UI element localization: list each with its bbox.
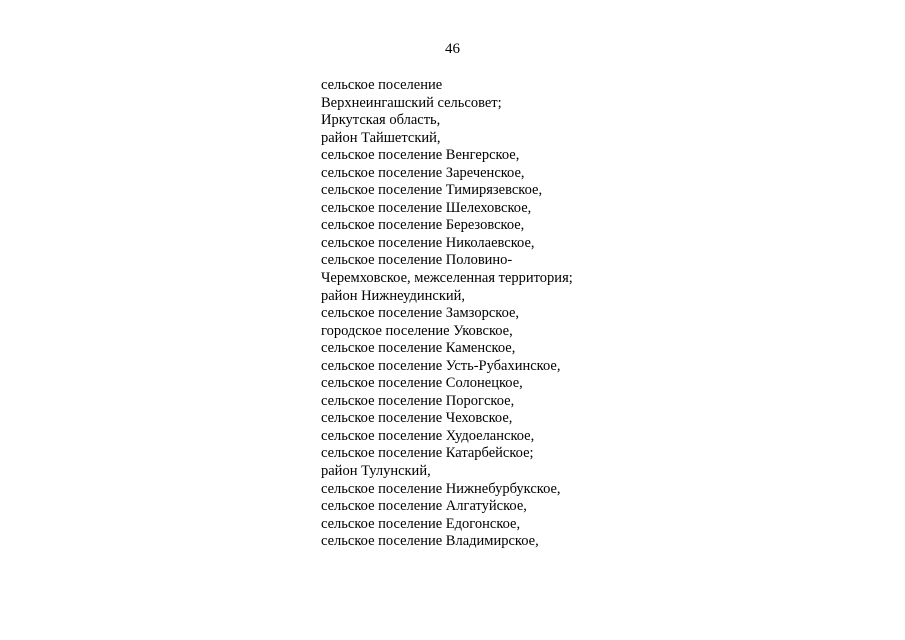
text-line: сельское поселение Едогонское,: [321, 515, 521, 532]
text-line: сельское поселение: [321, 77, 443, 93]
territory-list: [321, 77, 573, 551]
text-line: сельское поселение Солонецкое,: [321, 375, 523, 392]
text-line: сельское поселение Нижнебурбукское,: [321, 480, 561, 497]
text-line: сельское поселение Николаевское,: [321, 234, 535, 251]
text-line: сельское поселение Владимирское,: [321, 533, 539, 550]
text-line: городское поселение Уковское,: [321, 322, 513, 339]
text-line: сельское поселение Зареченское,: [321, 164, 525, 181]
text-line: сельское поселение Тимирязевское,: [321, 182, 543, 199]
text-line: сельское поселение Усть-Рубахинское,: [321, 357, 561, 374]
page-number: 46: [445, 41, 460, 57]
text-line: сельское поселение Катарбейское;: [321, 445, 534, 462]
text-line: сельское поселение Порогское,: [321, 392, 515, 409]
text-line: сельское поселение Алгатуйское,: [321, 498, 527, 515]
text-line: сельское поселение Березовское,: [321, 217, 525, 234]
text-line: сельское поселение Шелеховское,: [321, 199, 532, 216]
text-line: район Тайшетский,: [321, 129, 441, 146]
text-line: сельское поселение Худоеланское,: [321, 427, 535, 444]
text-line: район Тулунский,: [321, 463, 431, 480]
text-line: Верхнеингашский сельсовет;: [321, 94, 502, 111]
text-line: сельское поселение Каменское,: [321, 340, 516, 357]
text-line: Черемховское, межселенная территория;: [321, 270, 573, 287]
text-line: Иркутская область,: [321, 112, 441, 129]
text-line: сельское поселение Замзорское,: [321, 305, 520, 322]
text-line: сельское поселение Половино-: [321, 252, 513, 269]
text-line: сельское поселение Чеховское,: [321, 410, 513, 427]
text-line: район Нижнеудинский,: [321, 287, 466, 304]
text-line: сельское поселение Венгерское,: [321, 147, 520, 164]
